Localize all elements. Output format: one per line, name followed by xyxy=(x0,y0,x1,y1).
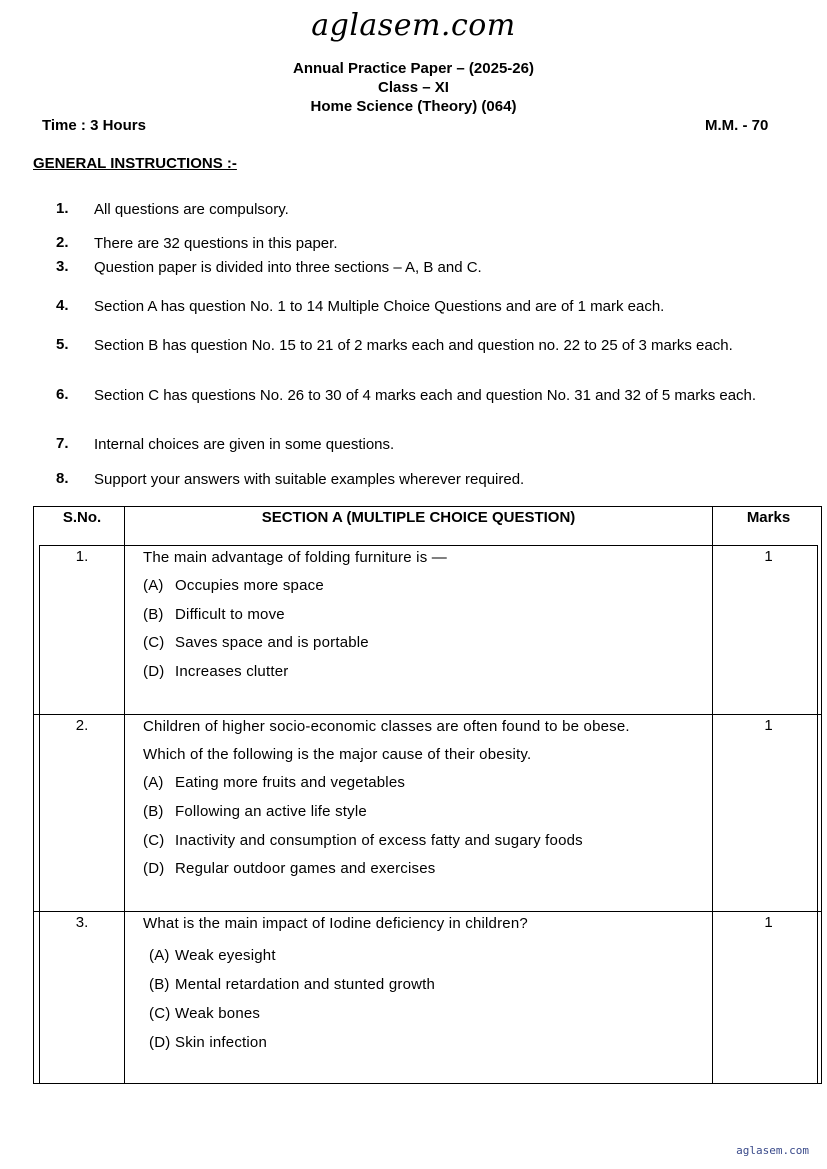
instruction-number: 5. xyxy=(56,336,69,353)
instruction-number: 8. xyxy=(56,470,69,487)
question-text: Children of higher socio-economic classes are often found to be obese. xyxy=(143,718,630,735)
column-header-sno: S.No. xyxy=(62,509,102,526)
table-border xyxy=(39,545,40,1084)
instruction-number: 7. xyxy=(56,435,69,452)
option-label: (B) xyxy=(143,606,164,623)
instruction-number: 4. xyxy=(56,297,69,314)
column-header-marks: Marks xyxy=(746,509,791,526)
option-text: Eating more fruits and vegetables xyxy=(175,774,406,791)
option-label: (C) xyxy=(143,832,165,849)
option-label: (A) xyxy=(149,947,170,964)
instruction-text: Section C has questions No. 26 to 30 of 4 marks each and question No. 31 and 32 of 5 marks each. xyxy=(94,387,757,404)
option-text: Regular outdoor games and exercises xyxy=(175,860,436,877)
instructions-title: GENERAL INSTRUCTIONS :- xyxy=(33,155,237,172)
question-text: What is the main impact of Iodine deficiency in children? xyxy=(143,915,528,932)
option-text: Occupies more space xyxy=(175,577,324,594)
option-label: (A) xyxy=(143,774,164,791)
option-text: Following an active life style xyxy=(175,803,367,820)
footer-watermark: aglasem.com xyxy=(736,1144,809,1157)
option-label: (D) xyxy=(149,1034,171,1051)
instruction-number: 6. xyxy=(56,386,69,403)
option-text: Increases clutter xyxy=(175,663,289,680)
row-divider xyxy=(33,714,822,715)
instruction-text: Support your answers with suitable examples wherever required. xyxy=(94,471,525,488)
option-text: Inactivity and consumption of excess fatty and sugary foods xyxy=(175,832,583,849)
option-label: (B) xyxy=(143,803,164,820)
option-label: (C) xyxy=(149,1005,171,1022)
question-text: The main advantage of folding furniture is — xyxy=(143,549,447,566)
question-marks: 1 xyxy=(764,914,773,931)
instruction-text: Question paper is divided into three sections – A, B and C. xyxy=(94,259,482,276)
row-divider xyxy=(39,545,818,546)
option-text: Saves space and is portable xyxy=(175,634,369,651)
option-text: Difficult to move xyxy=(175,606,285,623)
time-label: Time : 3 Hours xyxy=(42,117,146,134)
site-logo: aglasem.com xyxy=(311,8,516,43)
paper-title: Annual Practice Paper – (2025-26) xyxy=(293,60,534,77)
question-marks: 1 xyxy=(764,717,773,734)
column-divider xyxy=(712,506,713,1084)
question-number: 1. xyxy=(75,548,89,565)
instruction-number: 3. xyxy=(56,258,69,275)
option-label: (C) xyxy=(143,634,165,651)
instruction-text: All questions are compulsory. xyxy=(94,201,289,218)
column-divider xyxy=(124,506,125,1084)
column-header-section: SECTION A (MULTIPLE CHOICE QUESTION) xyxy=(261,509,576,526)
instruction-text: Section B has question No. 15 to 21 of 2 marks each and question no. 22 to 25 of 3 marks each. xyxy=(94,337,733,354)
question-marks: 1 xyxy=(764,548,773,565)
instruction-text: Internal choices are given in some questions. xyxy=(94,436,395,453)
max-marks-label: M.M. - 70 xyxy=(705,117,769,134)
instruction-text: There are 32 questions in this paper. xyxy=(94,235,338,252)
subject-label: Home Science (Theory) (064) xyxy=(310,98,517,115)
option-label: (D) xyxy=(143,860,165,877)
instruction-text: Section A has question No. 1 to 14 Multiple Choice Questions and are of 1 mark each. xyxy=(94,298,665,315)
option-text: Mental retardation and stunted growth xyxy=(175,976,436,993)
question-text: Which of the following is the major cause of their obesity. xyxy=(143,746,532,763)
option-text: Weak bones xyxy=(175,1005,261,1022)
option-text: Skin infection xyxy=(175,1034,268,1051)
class-label: Class – XI xyxy=(378,79,449,96)
instruction-number: 2. xyxy=(56,234,69,251)
option-label: (D) xyxy=(143,663,165,680)
option-text: Weak eyesight xyxy=(175,947,276,964)
row-divider xyxy=(33,911,822,912)
question-number: 2. xyxy=(75,717,89,734)
option-label: (A) xyxy=(143,577,164,594)
instruction-number: 1. xyxy=(56,200,69,217)
question-number: 3. xyxy=(75,914,89,931)
option-label: (B) xyxy=(149,976,170,993)
table-border xyxy=(817,545,818,1084)
